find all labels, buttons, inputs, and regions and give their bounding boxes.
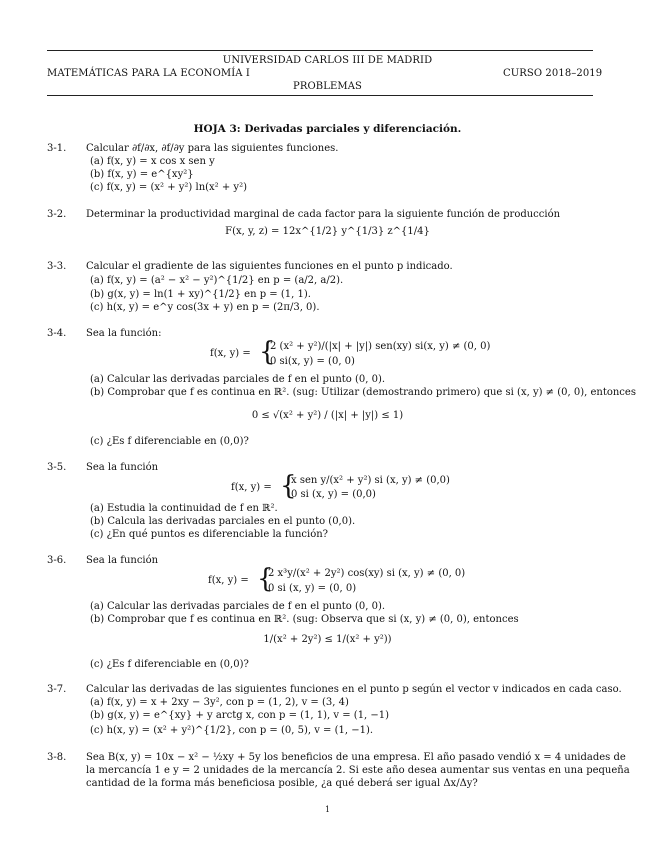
- problem-8-line-1: Sea B(x, y) = 10x − x² − ½xy + 5y los beneficios de una empresa. El año pasado vendió x = 4 unidades de: [86, 752, 626, 763]
- problem-4-inequality: 0 ≤ √(x² + y²) / (|x| + |y|) ≤ 1): [251, 410, 404, 421]
- course-name: MATEMÁTICAS PARA LA ECONOMÍA I: [47, 68, 250, 79]
- problem-5-item-b: (b) Calcula las derivadas parciales en el punto (0,0).: [90, 516, 356, 527]
- problem-1-item-a: (a) f(x, y) = x cos x sen y: [90, 156, 215, 167]
- problem-8-line-2: la mercancía 1 e y = 2 unidades de la mercancía 2. Si este año desea aumentar sus ventas en una pequeña: [86, 765, 630, 776]
- problem-4-case-2: 0 si(x, y) = (0, 0): [270, 356, 355, 367]
- problem-6-case-1: 2 x³y/(x² + 2y²) cos(xy) si (x, y) ≠ (0, 0): [268, 568, 466, 579]
- problem-1-item-b: (b) f(x, y) = e^{xy²}: [90, 169, 194, 180]
- problem-6-lhs: f(x, y) =: [208, 575, 249, 586]
- header-rule-bottom: [47, 95, 593, 96]
- problem-5-statement: Sea la función: [86, 462, 159, 473]
- problem-4-case-1: 2 (x² + y²)/(|x| + |y|) sen(xy) si(x, y) ≠ (0, 0): [270, 341, 491, 352]
- problem-6-item-b: (b) Comprobar que f es continua en ℝ². (sug: Observa que si (x, y) ≠ (0, 0), entonces: [90, 614, 519, 625]
- problem-number-2: 3-2.: [47, 209, 67, 220]
- sheet-title: HOJA 3: Derivadas parciales y diferenciación.: [193, 123, 462, 135]
- problem-5-item-a: (a) Estudia la continuidad de f en ℝ².: [90, 503, 278, 514]
- problem-number-3: 3-3.: [47, 261, 67, 272]
- problem-2-formula: F(x, y, z) = 12x^{1/2} y^{1/3} z^{1/4}: [225, 226, 430, 237]
- problem-4-lhs: f(x, y) =: [210, 348, 251, 359]
- problem-7-statement: Calcular las derivadas de las siguientes funciones en el punto p según el vector v indicados en cada caso.: [86, 684, 622, 695]
- page-number: 1: [324, 805, 331, 814]
- problem-number-4: 3-4.: [47, 328, 67, 339]
- section-label: PROBLEMAS: [293, 81, 362, 92]
- problem-3-item-a: (a) f(x, y) = (a² − x² − y²)^{1/2} en p = (a/2, a/2).: [90, 275, 344, 286]
- problem-5-case-2: 0 si (x, y) = (0,0): [291, 489, 376, 500]
- problem-4-item-c: (c) ¿Es f diferenciable en (0,0)?: [90, 436, 249, 447]
- problem-5-item-c: (c) ¿En qué puntos es diferenciable la función?: [90, 529, 329, 540]
- problem-7-item-a: (a) f(x, y) = x + 2xy − 3y², con p = (1, 2), v = (3, 4): [90, 697, 349, 708]
- problem-4-item-b: (b) Comprobar que f es continua en ℝ². (sug: Utilizar (demostrando primero) que si (x, y) ≠ (0, 0), entonces: [90, 387, 636, 398]
- problem-number-6: 3-6.: [47, 555, 67, 566]
- problem-number-7: 3-7.: [47, 684, 67, 695]
- problem-5-brace: {: [280, 471, 297, 501]
- problem-6-brace: {: [257, 564, 274, 594]
- problem-6-inequality: 1/(x² + 2y²) ≤ 1/(x² + y²)): [263, 634, 392, 645]
- problem-7-item-c: (c) h(x, y) = (x² + y²)^{1/2}, con p = (0, 5), v = (1, −1).: [90, 725, 374, 736]
- problem-number-8: 3-8.: [47, 752, 67, 763]
- problem-7-item-b: (b) g(x, y) = e^{xy} + y arctg x, con p = (1, 1), v = (1, −1): [90, 710, 390, 721]
- problem-3-item-c: (c) h(x, y) = e^y cos(3x + y) en p = (2π/3, 0).: [90, 302, 320, 313]
- problem-number-1: 3-1.: [47, 143, 67, 154]
- problem-4-item-a: (a) Calcular las derivadas parciales de f en el punto (0, 0).: [90, 374, 386, 385]
- problem-4-brace: {: [259, 337, 276, 367]
- problem-6-item-c: (c) ¿Es f diferenciable en (0,0)?: [90, 659, 249, 670]
- problem-3-statement: Calcular el gradiente de las siguientes funciones en el punto p indicado.: [86, 261, 453, 272]
- university-name: UNIVERSIDAD CARLOS III DE MADRID: [222, 55, 433, 66]
- problem-6-statement: Sea la función: [86, 555, 159, 566]
- problem-number-5: 3-5.: [47, 462, 67, 473]
- course-year: CURSO 2018–2019: [503, 68, 603, 79]
- problem-1-item-c: (c) f(x, y) = (x² + y²) ln(x² + y²): [90, 182, 247, 193]
- problem-3-item-b: (b) g(x, y) = ln(1 + xy)^{1/2} en p = (1, 1).: [90, 289, 311, 300]
- header-rule-top: [47, 50, 593, 51]
- problem-5-lhs: f(x, y) =: [231, 482, 272, 493]
- problem-4-statement: Sea la función:: [86, 328, 162, 339]
- problem-1-statement: Calcular ∂f/∂x, ∂f/∂y para las siguientes funciones.: [86, 143, 339, 154]
- problem-8-line-3: cantidad de la forma más beneficiosa posible, ¿a qué deberá ser igual Δx/Δy?: [86, 778, 478, 789]
- problem-5-case-1: x sen y/(x² + y²) si (x, y) ≠ (0,0): [291, 475, 450, 486]
- problem-6-item-a: (a) Calcular las derivadas parciales de f en el punto (0, 0).: [90, 601, 386, 612]
- problem-2-statement: Determinar la productividad marginal de cada factor para la siguiente función de producción: [86, 209, 561, 220]
- problem-6-case-2: 0 si (x, y) = (0, 0): [268, 583, 357, 594]
